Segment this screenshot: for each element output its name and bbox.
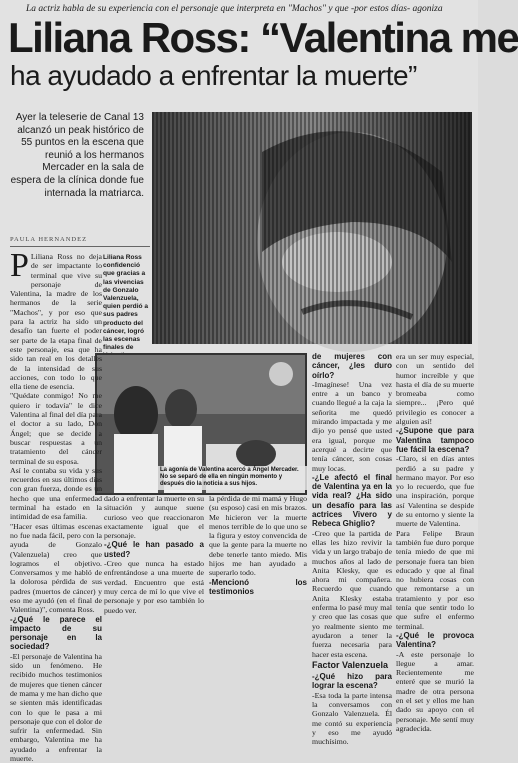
question-3-continued: de mujeres con cáncer, ¿les duro oírlo? — [312, 352, 392, 380]
column-5 — [396, 352, 474, 733]
kicker: La actriz habla de su experiencia con el personaje que interpreta en "Machos" y que -por estos días- agoniza — [26, 4, 443, 14]
column-5-paragraph-2: Para Felipe Braun también fue duro porque tenía miedo de que mi personaje fuera tan bien educado y que al final no hubiera cosas con que remontarse a un tratamiento y por eso tenía que sentir todo lo que sufre el enfermo terminal. — [396, 528, 474, 631]
column-1-paragraph-3: Así le contaba su vida y sus recuerdos en sus últimos días con gran fuerza, donde es un hecho que una enfermedad terminal ha estado en la intimidad de esa familia. — [10, 465, 102, 522]
column-2-answer: -Creo que nunca ha estado enfrentándose a una muerte de verdad. Encuentro que está muy cerca de mí lo que vive el personaje y por eso también lo puedo ver. — [104, 559, 204, 615]
column-4-answer-1: -Imagínese! Una vez entre a un banco y cuando llegué a la caja la señorita me quedó mirando impactada y me dijo yo pensé que usted era igual, porque me acerqué a decirte que tenía cáncer, son cosas muy locas. — [312, 379, 392, 473]
question-5: -¿Qué hizo para lograr la escena? — [312, 672, 392, 691]
lead-paragraph: Ayer la teleserie de Canal 13 alcanzó un peak histórico de 55 puntos en la escena que reunió a los hermanos Mercader en la sala de espera de la clínica donde fue internada la matriarca. — [10, 112, 144, 199]
drop-cap: P — [10, 247, 29, 284]
column-4 — [312, 352, 392, 747]
column-4-answer-2: -Creo que la partida de ellas les hizo revivir la vida y un largo trabajo de muchos años al lado de Anita Klesky, que es ahora mi compañera. Recuerdo que cuando Anita Klesky estaba enferma lo pasé muy mal y creo que las cosas que yo realmente siento me ayudaron a tener la fuerza necesaria para hacer esta escena. — [312, 528, 392, 659]
portrait-caption: Liliana Ross confidenció que gracias a las vivencias de Gonzalo Valenzuela, quien perdió a sus padres producto del cáncer, logró las escenas finales de — [103, 254, 149, 352]
question-4: -¿Le afectó el final de Valentina ya en la vida real? ¿Ha sido un desafío para las actrices Vivero y Rebeca Ghiglio? — [312, 472, 392, 529]
section-heading: Factor Valenzuela — [312, 659, 389, 670]
actress-portrait-photo — [152, 112, 472, 344]
headline: Liliana Ross: “Valentina me — [8, 14, 518, 61]
byline-rule — [10, 246, 150, 247]
column-2 — [104, 494, 205, 615]
column-4-answer-3: -Esa toda la parte intensa la conversamos con Gonzalo Valenzuela. Él me contó su experiencia y eso me ayudó muchísimo. — [312, 690, 392, 747]
question-2: -¿Qué le han pasado a usted? — [104, 540, 204, 559]
column-1 — [10, 247, 102, 763]
column-1-paragraph-4: "Hacer esas últimas escenas no fue nada fácil, pero con la ayuda de Gonzalo (Valenzuela) creo que logramos el objetivo. Conversamos y me habló de la dolorosa pérdida de sus padres (muertos de cáncer) y eso me ayudó (en el final de Valentina)", comenta Ross. — [10, 521, 102, 615]
question-7: -¿Qué le provoca Valentina? — [396, 630, 474, 650]
column-3 — [209, 494, 307, 600]
hospital-photo-caption: La agonía de Valentina acercó a Ángel Mercader. No se separó de ella en ningún momento y después dio la noticia a sus hijos. — [158, 466, 308, 490]
question-6: -¿Supone que para Valentina tampoco fue fácil la escena? — [396, 426, 474, 454]
column-5-answer-2: -A este personaje lo llegue a amar. Recientemente me enteré que se murió la madre de otra persona en el set y ellos me han dado su apoyo con el personaje. Me sentí muy agradecida. — [396, 649, 474, 733]
question-3: -Mencionó los testimonios — [209, 577, 307, 596]
column-5-answer-1: -Claro, si en días antes perdió a su padre y hermano mayor. Por eso yo lo recuerdo, que fue una inspiración, porque así Valentina se despide de su entorno y siente la muerte de Valentina. — [396, 454, 474, 529]
byline: PAULA HERNANDEZ — [10, 236, 88, 243]
column-1-answer-1: -El personaje de Valentina ha sido un fenómeno. He recibido muchos testimonios de mujeres que tienen cáncer de mama y me han dicho que se sienten más identificadas con lo que le pasa a mi personaje que con el dolor de sufrir la enfermedad. Sin embargo, Valentina me ha ayudado a enfrentar la muerte. — [10, 651, 102, 763]
column-3-paragraph-1: la pérdida de mi mamá y Hugo (su esposo) casi en mis brazos. Me hicieron ver la muerte menos terrible de lo que uno se la figura y estoy convencida de que la gente para la muerte no debe tenerle tanto miedo. Mis hijos me han ayudado a superarlo todo. — [209, 494, 307, 578]
column-1-paragraph-1: P Liliana Ross no deja de ser impactante lo terminal que vive su personaje de Valentina, la madre de los hermanos de la serie "Machos", y por eso que para la actriz ha sido un desafío tan fuerte el poder ser parte de la etapa final de este personaje, esa que ha sido tan real en los detalles de la intensidad de sus acciones, con todo lo que ella tiene de esencia. — [10, 247, 102, 392]
column-1-paragraph-2: "Quédate conmigo! No me quiero ir todavía" le dice Valentina al final del día para el doctor a su lado, Don Ángel; que se decide a buscar respuestas a un tratamiento del cáncer terminal de su esposa. — [10, 391, 102, 466]
column-5-paragraph-1: era un ser muy especial, con un sentido del humor increíble y que hasta el día de su muerte bromeaba como siempre... ¡Pero qué privilegio es conocer a alguien así! — [396, 352, 474, 427]
question-1: -¿Qué le parece el impacto de su personaje en la sociedad? — [10, 614, 102, 652]
column-2-paragraph-1: dado a enfrentar la muerte en su situación y aunque suene curioso veo que reaccionaron exactamente igual que el personaje. — [104, 494, 205, 541]
subheadline: ha ayudado a enfrentar la muerte” — [10, 60, 417, 91]
